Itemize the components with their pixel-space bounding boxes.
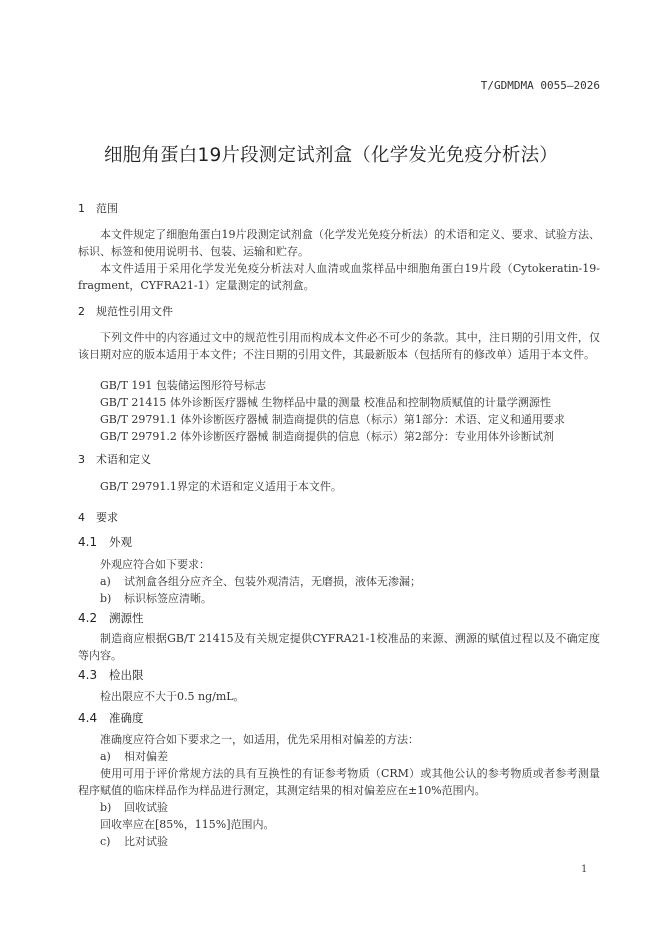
section-heading-2 — [78, 303, 600, 319]
list-label: b) — [100, 592, 112, 605]
list-label: a) — [100, 575, 111, 588]
section-number: 3 — [78, 453, 85, 466]
subsection-number: 4.3 — [78, 668, 98, 682]
document-title: 细胞角蛋白19片段测定试剂盒（化学发光免疫分析法） — [103, 145, 559, 166]
section-heading-3 — [78, 451, 600, 467]
subsection-title: 检出限 — [109, 668, 144, 682]
subsection-number: 4.4 — [78, 711, 98, 725]
paragraph: GB/T 29791.1界定的术语和定义适用于本文件。 — [100, 480, 342, 493]
page-number: 1 — [581, 864, 588, 875]
list-item — [78, 799, 622, 816]
paragraph: 制造商应根据GB/T 21415及有关规定提供CYFRA21-1校准品的来源、溯源的赋值过程以及不确定度等内容。 — [78, 632, 600, 662]
paragraph: 外观应符合如下要求： — [100, 558, 210, 571]
list-text: 相对偏差 — [124, 750, 168, 763]
subsection-title: 外观 — [109, 535, 132, 549]
list-item — [78, 573, 622, 590]
reference-item: GB/T 29791.1 体外诊断医疗器械 制造商提供的信息（标示）第1部分：术语、定义和通用要求 — [100, 413, 565, 426]
standard-code: T/GDMDMA 0055—2026 — [480, 79, 600, 92]
paragraph: 下列文件中的内容通过文中的规范性引用而构成本文件必不可少的条款。其中，注日期的引用文件，仅该日期对应的版本适用于本文件；不注日期的引用文件，其最新版本（包括所有的修改单）适用于本文件。 — [78, 331, 600, 361]
list-text: 试剂盒各组分应齐全、包装外观清洁，无磨损，液体无渗漏； — [124, 575, 421, 588]
paragraph: 回收率应在[85%，115%]范围内。 — [100, 818, 275, 831]
list-text: 回收试验 — [124, 801, 168, 814]
subsection-heading-4-1 — [78, 534, 600, 550]
list-label: c) — [100, 835, 111, 848]
section-title: 范围 — [96, 202, 118, 215]
list-item — [78, 748, 622, 765]
list-text: 标识标签应清晰。 — [124, 592, 212, 605]
subsection-heading-4-3 — [78, 667, 600, 683]
paragraph: 使用可用于评价常规方法的具有互换性的有证参考物质（CRM）或其他公认的参考物质或者参考测量程序赋值的临床样品作为样品进行测定，其测定结果的相对偏差应在±10%范围内。 — [78, 767, 600, 797]
section-heading-4 — [78, 509, 600, 525]
list-item — [78, 833, 622, 850]
section-number: 1 — [78, 202, 85, 215]
paragraph: 检出限应不大于0.5 ng/mL。 — [100, 690, 245, 703]
subsection-title: 准确度 — [109, 711, 144, 725]
subsection-number: 4.1 — [78, 535, 98, 549]
list-item — [78, 590, 622, 607]
subsection-title: 溯源性 — [109, 611, 144, 625]
subsection-heading-4-2 — [78, 610, 600, 626]
list-text: 比对试验 — [124, 835, 168, 848]
section-heading-1 — [78, 200, 600, 216]
list-label: a) — [100, 750, 111, 763]
section-title: 规范性引用文件 — [96, 305, 173, 318]
subsection-heading-4-4 — [78, 710, 600, 726]
section-title: 术语和定义 — [96, 453, 151, 466]
paragraph: 准确度应符合如下要求之一，如适用，优先采用相对偏差的方法： — [100, 733, 419, 746]
reference-item: GB/T 21415 体外诊断医疗器械 生物样品中量的测量 校准品和控制物质赋值的计量学溯源性 — [100, 396, 551, 409]
list-label: b) — [100, 801, 112, 814]
reference-item: GB/T 191 包装储运图形符号标志 — [100, 379, 266, 392]
subsection-number: 4.2 — [78, 611, 98, 625]
section-title: 要求 — [96, 511, 118, 524]
paragraph: 本文件规定了细胞角蛋白19片段测定试剂盒（化学发光免疫分析法）的术语和定义、要求、试验方法、标识、标签和使用说明书、包装、运输和贮存。 — [78, 228, 600, 258]
section-number: 4 — [78, 511, 85, 524]
paragraph: 本文件适用于采用化学发光免疫分析法对人血清或血浆样品中细胞角蛋白19片段（Cytokeratin-19-fragment，CYFRA21-1）定量测定的试剂盒。 — [78, 262, 600, 292]
section-number: 2 — [78, 305, 85, 318]
reference-item: GB/T 29791.2 体外诊断医疗器械 制造商提供的信息（标示）第2部分：专业用体外诊断试剂 — [100, 430, 554, 443]
